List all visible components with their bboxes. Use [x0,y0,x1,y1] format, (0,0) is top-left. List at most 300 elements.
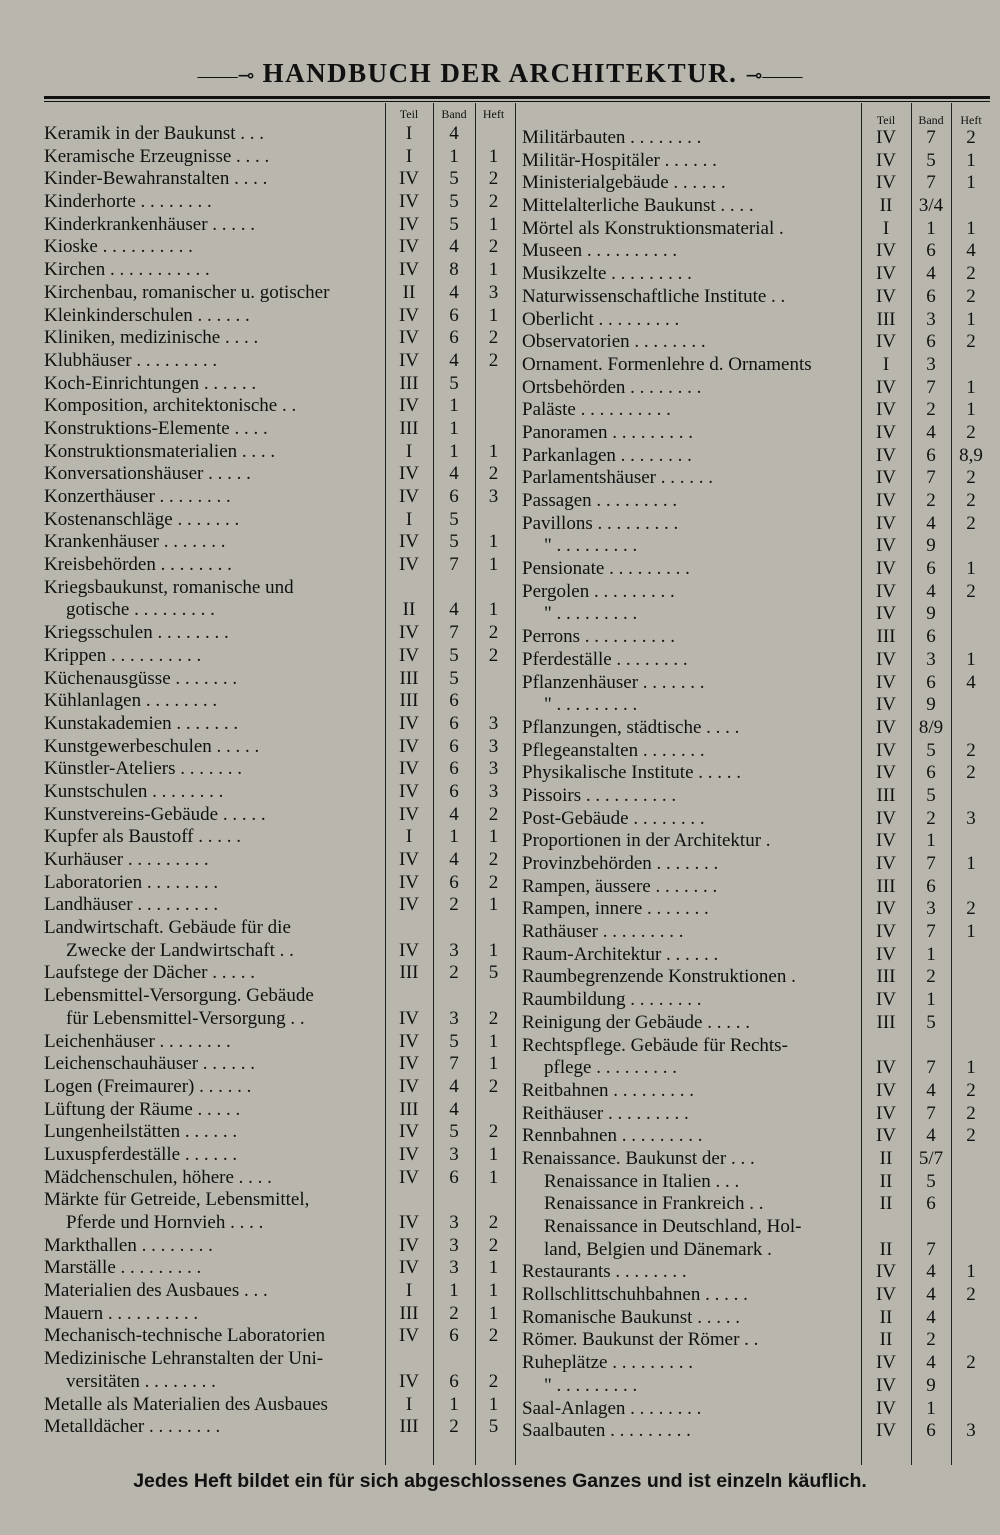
header-heft: Heft [960,113,982,127]
table-row [518,762,990,785]
entry-heft: 2 [966,331,976,353]
entry-name: Römer. Baukunst der Römer . . [522,1329,759,1351]
entry-teil: IV [398,939,420,961]
table-header [518,103,990,125]
entry-heft: 2 [488,168,499,190]
table-row [518,785,990,808]
entry-teil: IV [875,172,897,194]
table-row [40,282,512,305]
entry-heft: 2 [966,127,976,148]
table-row [518,626,990,649]
entry-band: 6 [449,780,459,802]
entry-teil: I [405,1393,413,1415]
entry-teil: III [399,1098,419,1120]
entry-heft: 1 [966,558,976,580]
entry-name: Raumbildung . . . . . . . . [522,989,702,1011]
entry-teil: IV [875,739,897,761]
entry-heft: 1 [966,308,976,330]
table-row [518,1035,990,1058]
entry-heft: 2 [488,1007,499,1029]
entry-name: Konstruktionsmaterialien . . . . [44,440,276,462]
entry-band: 9 [926,535,936,557]
entry-teil: IV [875,535,897,557]
entry-teil: IV [875,1102,897,1124]
entry-band: 7 [449,1053,459,1075]
table-row [518,1284,990,1307]
entry-teil: IV [875,1420,897,1442]
entry-name: Kinder-Bewahranstalten . . . . [44,168,268,190]
entry-band: 1 [449,826,459,848]
entry-heft: 1 [488,1030,499,1052]
table-row [40,826,512,849]
table-row [40,1257,512,1280]
entry-name: Musikzelte . . . . . . . . . [522,263,692,285]
entry-heft: 2 [488,1325,499,1347]
entry-heft: 2 [488,644,499,666]
table-row [40,872,512,895]
table-row [40,758,512,781]
table-row [40,1416,512,1439]
table-row [518,694,990,717]
entry-band: 4 [926,1261,936,1283]
entry-name: Mörtel als Konstruktionsmaterial . [522,217,784,239]
entry-band: 6 [449,871,459,893]
entry-band: 7 [449,622,459,644]
table-row [40,622,512,645]
entry-name: Mittelalterliche Baukunst . . . . [522,195,754,217]
table-row [518,944,990,967]
entry-band: 2 [926,399,936,421]
table-row [518,377,990,400]
entry-teil: IV [875,1352,897,1374]
entry-teil: IV [875,263,897,285]
table-row [518,876,990,899]
table-row [518,1239,990,1262]
entry-teil: IV [875,149,897,171]
entry-teil: IV [875,331,897,353]
entry-teil: IV [875,1284,897,1306]
entry-name: Renaissance in Frankreich . . [544,1193,764,1215]
entry-teil: IV [875,580,897,602]
table-row [518,331,990,354]
entry-name: Zwecke der Landwirtschaft . . [66,939,294,961]
entry-name: Pflegeanstalten . . . . . . . [522,739,705,761]
entry-band: 5 [926,739,936,761]
entry-teil: IV [875,603,897,625]
table-row [40,645,512,668]
entry-teil: IV [875,716,897,738]
entry-name: Reinigung der Gebäude . . . . . [522,1011,750,1033]
entry-heft: 1 [966,376,976,398]
table-row [518,150,990,173]
entry-name: versitäten . . . . . . . . [66,1370,216,1392]
entry-heft: 3 [488,486,499,507]
entry-teil: IV [875,399,897,421]
entry-teil: IV [398,1030,420,1052]
entry-name: Parlamentshäuser . . . . . . [522,467,714,489]
entry-name: " . . . . . . . . . [544,694,638,716]
entry-teil: I [882,217,890,239]
table-row [518,921,990,944]
entry-teil: IV [398,463,420,485]
entry-name: Observatorien . . . . . . . . [522,331,706,353]
table-row [40,1212,512,1235]
entry-heft: 1 [488,826,499,848]
table-row [518,603,990,626]
entry-band: 2 [926,966,936,988]
entry-teil: IV [875,830,897,852]
table-row [40,418,512,441]
table-row [518,581,990,604]
entry-heft: 2 [488,191,499,213]
entry-heft: 1 [488,1143,499,1165]
entry-band: 4 [449,349,459,371]
table-row [518,672,990,695]
entry-name: Perrons . . . . . . . . . . [522,626,676,648]
entry-teil: II [402,281,416,303]
table-row [40,1189,512,1212]
table-row [40,1325,512,1348]
entry-teil: IV [398,894,420,916]
entry-name: Kunstgewerbeschulen . . . . . [44,735,260,757]
entry-heft: 2 [488,849,499,870]
entry-band: 7 [926,921,936,943]
entry-name: Naturwissenschaftliche Institute . . [522,285,786,307]
entry-teil: IV [398,735,420,757]
entry-band: 5 [926,1170,936,1192]
entry-band: 5 [449,531,459,553]
table-row [40,940,512,963]
entry-band: 3 [449,1234,459,1256]
table-row [518,1193,990,1216]
entry-teil: I [405,440,413,462]
table-row [40,599,512,622]
entry-heft: 2 [966,263,976,285]
entry-band: 6 [449,486,459,507]
entry-band: 7 [926,1102,936,1124]
ornament-right: ⊸—— [745,65,803,87]
table-row [40,373,512,396]
entry-teil: IV [398,1257,420,1279]
entry-heft: 2 [966,1079,976,1101]
entry-teil: IV [398,1075,420,1097]
entry-band: 6 [926,240,936,262]
entry-heft: 2 [488,1212,499,1233]
table-row [40,1031,512,1054]
entry-name: Krankenhäuser . . . . . . . [44,531,226,553]
entry-teil: IV [875,943,897,965]
entry-name: Medizinische Lehranstalten der Uni- [44,1348,324,1370]
entry-teil: IV [398,168,420,190]
entry-heft: 2 [966,1284,976,1306]
entry-name: land, Belgien und Dänemark . [544,1238,772,1260]
entry-name: Keramische Erzeugnisse . . . . [44,145,270,167]
entry-band: 4 [449,849,459,870]
table-row [40,486,512,509]
entry-band: 6 [926,875,936,897]
entry-heft: 2 [966,512,976,534]
entry-teil: IV [398,1212,420,1233]
table-row [40,690,512,713]
table-row [40,1121,512,1144]
table-row [40,350,512,373]
entry-teil: IV [398,486,420,507]
entry-teil: II [879,1193,893,1215]
entry-name: Kriegsschulen . . . . . . . . [44,622,229,644]
table-row [518,1398,990,1421]
table-row [40,917,512,940]
table-row [518,898,990,921]
table-row [518,1012,990,1035]
entry-teil: IV [398,1007,420,1029]
table-row [518,127,990,150]
table-row [518,172,990,195]
table-row [40,1167,512,1190]
entry-name: Ortsbehörden . . . . . . . . [522,376,702,398]
header-rule-thin [44,101,990,102]
entry-band: 6 [926,285,936,307]
entry-band: 6 [449,758,459,780]
entry-band: 6 [926,444,936,466]
entry-name: Rollschlittschuhbahnen . . . . . [522,1284,748,1306]
entry-name: Kunstschulen . . . . . . . . [44,780,224,802]
entry-heft: 2 [488,1075,499,1097]
entry-band: 1 [449,1393,459,1415]
entry-teil: II [879,1238,893,1260]
table-row [518,354,990,377]
entry-band: 4 [449,803,459,825]
table-row [518,853,990,876]
entry-heft: 2 [488,1121,499,1143]
entry-heft: 1 [488,145,499,167]
entry-band: 4 [926,580,936,602]
entry-teil: III [399,372,419,394]
table-row [518,989,990,1012]
entry-band: 3 [449,1143,459,1165]
entry-name: " . . . . . . . . . [544,535,638,557]
entry-band: 7 [926,172,936,194]
table-row [40,259,512,282]
entry-name: Militär-Hospitäler . . . . . . [522,149,717,171]
entry-name: Paläste . . . . . . . . . . [522,399,671,421]
entry-band: 1 [926,989,936,1011]
entry-band: 2 [926,490,936,511]
table-row [40,1348,512,1371]
entry-teil: IV [398,1325,420,1347]
entry-band: 3 [926,308,936,330]
entry-heft: 1 [488,259,499,281]
table-row [40,327,512,350]
entry-name: Rathäuser . . . . . . . . . [522,921,684,943]
entry-band: 7 [926,1057,936,1079]
entry-name: für Lebensmittel-Versorgung . . [66,1007,305,1029]
entry-name: pflege . . . . . . . . . [544,1057,677,1079]
entry-band: 4 [449,463,459,485]
entry-heft: 1 [488,1280,499,1302]
table-row [518,717,990,740]
entry-heft: 1 [966,399,976,421]
entry-band: 6 [449,735,459,757]
entry-band: 4 [926,1284,936,1306]
footer-note: Jedes Heft bildet ein für sich abgeschlossenes Ganzes und ist einzeln käuflich. [133,1470,867,1492]
entry-teil: IV [398,191,420,213]
table-row [40,463,512,486]
table-row [518,1352,990,1375]
entry-teil: IV [875,1261,897,1283]
table-header [40,103,512,125]
table-row [40,1371,512,1394]
entry-teil: II [879,1147,893,1169]
entry-heft: 4 [966,240,976,262]
entry-band: 6 [449,327,459,349]
entry-teil: III [399,417,419,439]
entry-band: 4 [449,236,459,258]
entry-teil: I [405,145,413,167]
entry-teil: II [402,599,416,621]
entry-band: 2 [449,1302,459,1324]
index-list-right [518,127,990,1443]
entry-heft: 2 [966,739,976,761]
entry-teil: IV [398,758,420,780]
entry-heft: 1 [966,1261,976,1283]
entry-name: Luxuspferdeställe . . . . . . [44,1143,238,1165]
entry-band: 6 [449,1370,459,1392]
entry-teil: II [879,1329,893,1351]
entry-name: Kirchenbau, romanischer u. gotischer [44,281,330,303]
table-row [518,808,990,831]
entry-heft: 3 [966,807,976,829]
table-row [40,1053,512,1076]
entry-heft: 2 [966,898,976,920]
table-row [40,668,512,691]
table-row [518,740,990,763]
table-row [40,554,512,577]
page-header [0,58,1000,98]
entry-band: 4 [449,1098,459,1120]
entry-teil: IV [875,1374,897,1396]
entry-name: " . . . . . . . . . [544,1374,638,1396]
entry-band: 7 [926,127,936,148]
entry-band: 8/9 [918,716,944,738]
entry-band: 6 [926,331,936,353]
entry-band: 4 [926,263,936,285]
entry-heft: 2 [488,1370,499,1392]
entry-name: Raum-Architektur . . . . . . [522,943,719,965]
entry-name: Kunstvereins-Gebäude . . . . . [44,803,266,825]
entry-band: 1 [449,417,459,439]
table-row [518,1216,990,1239]
entry-heft: 1 [966,853,976,874]
entry-heft: 2 [966,580,976,602]
entry-name: Lebensmittel-Versorgung. Gebäude [44,985,314,1007]
entry-band: 9 [926,694,936,716]
table-row [518,1057,990,1080]
entry-heft: 2 [488,236,499,258]
entry-heft: 5 [488,962,499,984]
entry-teil: III [399,1416,419,1438]
entry-heft: 1 [488,531,499,553]
page-title: HANDBUCH DER ARCHITEKTUR. [262,58,738,88]
entry-band: 1 [449,440,459,462]
entry-band: 1 [926,217,936,239]
entry-teil: IV [398,871,420,893]
entry-name: Museen . . . . . . . . . . [522,240,678,262]
entry-band: 7 [926,1238,936,1260]
entry-teil: IV [398,622,420,644]
entry-teil: IV [398,327,420,349]
entry-teil: IV [398,1121,420,1143]
entry-name: Restaurants . . . . . . . . [522,1261,687,1283]
entry-name: " . . . . . . . . . [544,603,638,625]
entry-teil: III [399,667,419,689]
entry-band: 5 [449,191,459,213]
entry-name: Konversationshäuser . . . . . [44,463,251,485]
entry-name: Proportionen in der Architektur . [522,830,771,852]
entry-name: Laufstege der Dächer . . . . . [44,962,256,984]
table-row [518,422,990,445]
entry-name: Militärbauten . . . . . . . . [522,127,702,148]
entry-teil: IV [875,421,897,443]
entry-heft: 1 [966,921,976,943]
entry-band: 2 [926,807,936,829]
entry-band: 2 [449,1416,459,1438]
entry-teil: IV [398,304,420,326]
entry-teil: I [405,508,413,530]
entry-teil: IV [875,989,897,1011]
entry-teil: II [879,195,893,217]
entry-band: 4 [926,512,936,534]
entry-name: Künstler-Ateliers . . . . . . . [44,758,243,780]
entry-band: 4 [449,1075,459,1097]
table-row [518,649,990,672]
entry-heft: 3 [488,780,499,802]
entry-teil: IV [398,531,420,553]
entry-teil: IV [398,395,420,417]
entry-band: 3 [926,353,936,375]
table-row [40,509,512,532]
entry-teil: IV [875,240,897,262]
entry-teil: IV [875,648,897,670]
entry-name: Romanische Baukunst . . . . . [522,1306,740,1328]
entry-heft: 1 [488,440,499,462]
entry-name: Materialien des Ausbaues . . . [44,1280,268,1302]
entry-band: 3 [926,648,936,670]
entry-heft: 2 [966,467,976,489]
entry-heft: 2 [966,1125,976,1147]
entry-teil: III [876,784,896,806]
entry-teil: II [879,1170,893,1192]
entry-heft: 2 [966,285,976,307]
entry-name: Panoramen . . . . . . . . . [522,421,693,443]
table-row [40,146,512,169]
table-row [518,535,990,558]
entry-heft: 2 [488,327,499,349]
entry-band: 6 [449,1166,459,1188]
entry-heft: 1 [966,172,976,194]
entry-band: 5 [449,667,459,689]
table-row [518,240,990,263]
entry-teil: IV [875,1397,897,1419]
entry-band: 6 [926,558,936,580]
entry-name: Kunstakademien . . . . . . . [44,712,239,734]
entry-name: Küchenausgüsse . . . . . . . [44,667,238,689]
entry-teil: IV [875,467,897,489]
entry-name: Kliniken, medizinische . . . . [44,327,259,349]
entry-teil: IV [398,644,420,666]
table-row [518,830,990,853]
entry-name: Lungenheilstätten . . . . . . [44,1121,238,1143]
entry-heft: 4 [966,671,976,693]
